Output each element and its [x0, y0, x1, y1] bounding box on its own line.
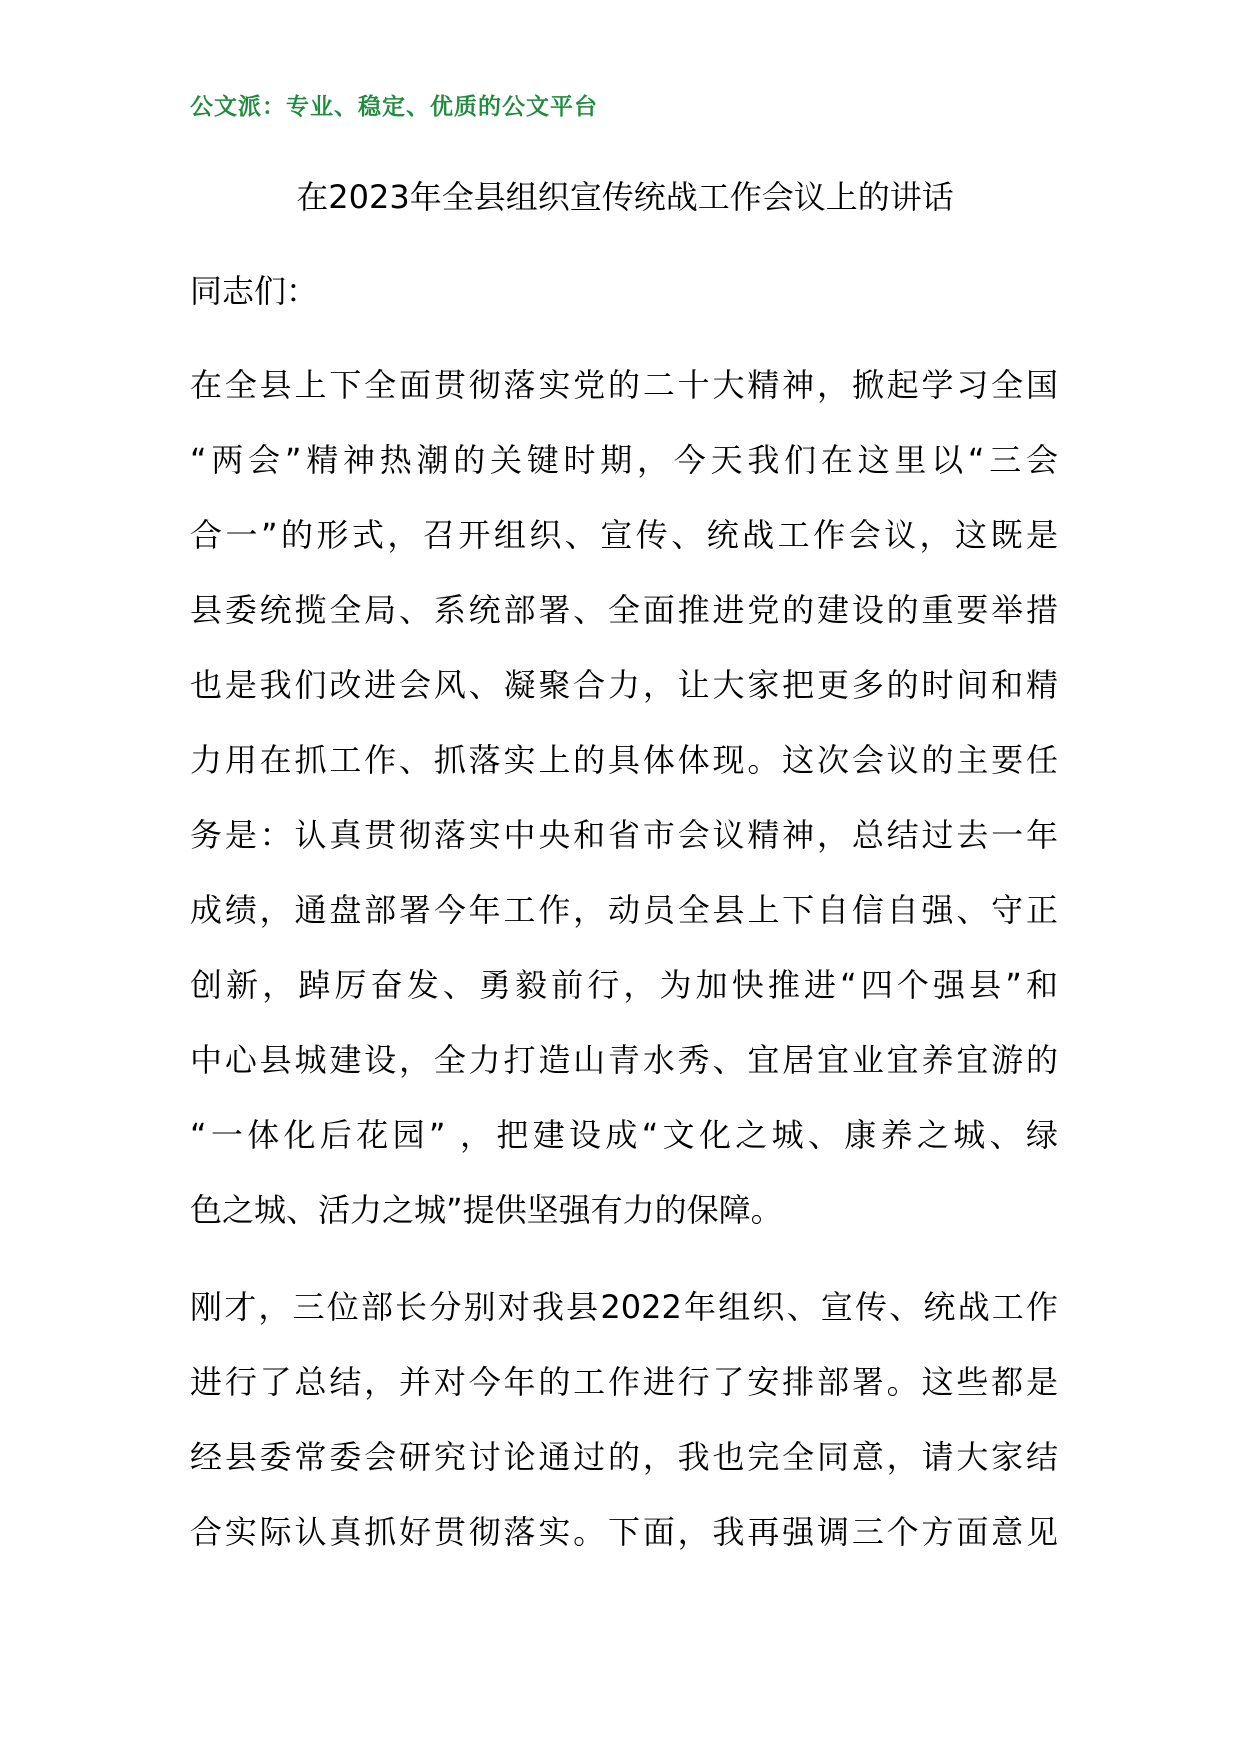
- paragraph-1-line: 创新，踔厉奋发、勇毅前行，为加快推进“四个强县”和: [190, 966, 1058, 1004]
- paragraph-1-line: 合一”的形式，召开组织、宣传、统战工作会议，这既是: [190, 516, 1058, 554]
- paragraph-2-line: 经县委常委会研究讨论通过的，我也完全同意，请大家结: [190, 1438, 1058, 1476]
- paragraph-1-line: 县委统揽全局、系统部署、全面推进党的建设的重要举措: [190, 591, 1058, 629]
- paragraph-1-line: 务是：认真贯彻落实中央和省市会议精神，总结过去一年: [190, 816, 1058, 854]
- paragraph-2-line: 进行了总结，并对今年的工作进行了安排部署。这些都是: [190, 1363, 1058, 1401]
- paragraph-2: [190, 1270, 1058, 1570]
- paragraph-1-line: “两会”精神热潮的关键时期，今天我们在这里以“三会: [190, 441, 1058, 479]
- paragraph-2-line: 刚才，三位部长分别对我县2022年组织、宣传、统战工作: [190, 1288, 1058, 1326]
- paragraph-1-line: 也是我们改进会风、凝聚合力，让大家把更多的时间和精: [190, 666, 1058, 704]
- paragraph-1-line: 成绩，通盘部署今年工作，动员全县上下自信自强、守正: [190, 891, 1058, 929]
- paragraph-2-line: 合实际认真抓好贯彻落实。下面，我再强调三个方面意见: [190, 1513, 1058, 1551]
- paragraph-1-line: “一体化后花园” ，把建设成“文化之城、康养之城、绿: [190, 1116, 1058, 1154]
- paragraph-1-line: 力用在抓工作、抓落实上的具体体现。这次会议的主要任: [190, 741, 1058, 779]
- site-header-banner: 公文派：专业、稳定、优质的公文平台: [190, 94, 598, 120]
- salutation: 同志们：: [190, 272, 319, 310]
- document-title: 在2023年全县组织宣传统战工作会议上的讲话: [296, 178, 954, 216]
- paragraph-1: [190, 348, 1058, 1248]
- paragraph-1-line: 中心县城建设，全力打造山青水秀、宜居宜业宜养宜游的: [190, 1041, 1058, 1079]
- paragraph-1-line: 在全县上下全面贯彻落实党的二十大精神，掀起学习全国: [190, 366, 1058, 404]
- paragraph-1-line: 色之城、活力之城”提供坚强有力的保障。: [190, 1191, 783, 1229]
